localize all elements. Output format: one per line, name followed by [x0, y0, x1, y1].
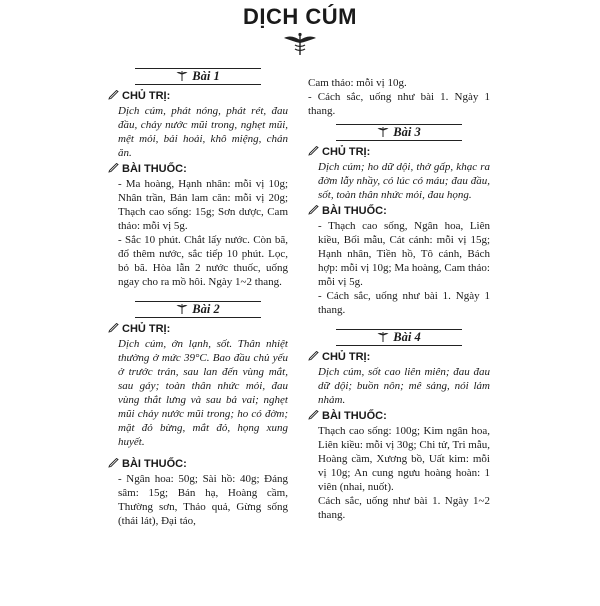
caduceus-icon [176, 70, 188, 81]
bai-3-cach-dung-text: - Cách sắc, uống như bài 1. Ngày 1 thang. [318, 290, 490, 316]
right-column [308, 76, 490, 606]
pen-icon [108, 90, 119, 100]
bai-4-heading [336, 329, 462, 346]
pen-icon [108, 458, 119, 468]
pen-icon [108, 323, 119, 333]
bai-4-bai-thuoc-text: Thạch cao sống: 100g; Kim ngân hoa, Liên kiều: mỗi vị 30g; Chi tử, Tri mẫu, Hoàng cầm, Xương bồ, Uất kim: mỗi vị 10g; An cung ngưu hoàng hoàn: 1 viên (nhai, nuốt). [318, 425, 490, 493]
pen-icon [308, 410, 319, 420]
bai-2-bai-thuoc-cont: Cam thảo: mỗi vị 10g. [308, 77, 407, 89]
bai-1-bai-thuoc-heading: BÀI THUỐC: [108, 162, 288, 176]
bai-4-chu-tri-text: Dịch cúm, sốt cao liên miên; đau đau dữ dội; buồn nôn; mê sảng, nói lảm nhảm. [318, 366, 490, 406]
bai-2-heading [135, 301, 261, 318]
bai-3-title: Bài 3 [393, 125, 421, 139]
bai-3-heading [336, 124, 462, 141]
bai-3-chu-tri-text: Dịch cúm; ho dữ dội, thở gấp, khạc ra đờm lẫy nhầy, có lúc có máu; đau đầu, sốt, toàn thân nhức mỏi, đau họng. [318, 161, 490, 201]
pen-icon [308, 351, 319, 361]
pen-icon [108, 163, 119, 173]
bai-1-bai-thuoc-text: - Ma hoàng, Hạnh nhân: mỗi vị 10g; Nhân trần, Bản lam căn: mỗi vị 20g; Thạch cao sống: 15g; Sơn dược, Cam thảo: mỗi vị 5g. [118, 178, 288, 232]
bai-2-cach-dung-text: - Cách sắc, uống như bài 1. Ngày 1 thang. [308, 91, 490, 117]
left-column [108, 68, 288, 598]
caduceus-icon [377, 126, 389, 137]
page-title: DỊCH CÚM [243, 4, 357, 29]
bai-1-heading [135, 68, 261, 85]
caduceus-icon [282, 32, 318, 56]
bai-4-bai-thuoc-heading: BÀI THUỐC: [308, 409, 490, 423]
bai-1-chu-tri-text: Dịch cúm, phát nóng, phát rét, đau đầu, chảy nước mũi trong, nghẹt mũi, mệt mỏi, bải hoải, khô miệng, chán ăn. [118, 105, 288, 159]
bai-1-title: Bài 1 [192, 69, 220, 83]
bai-4-title: Bài 4 [393, 330, 421, 344]
bai-2-bai-thuoc-heading: BÀI THUỐC: [108, 457, 288, 471]
bai-4-chu-tri-heading: CHỦ TRỊ: [308, 350, 490, 364]
pen-icon [308, 146, 319, 156]
bai-1-chu-tri-heading: CHỦ TRỊ: [108, 89, 288, 103]
bai-3-bai-thuoc-heading: BÀI THUỐC: [308, 204, 490, 218]
caduceus-icon [377, 331, 389, 342]
bai-2-bai-thuoc-text: - Ngân hoa: 50g; Sài hồ: 40g; Đảng sâm: 15g; Bán hạ, Hoàng cầm, Thường sơn, Thảo quả, Gừng sống (thái lát), Đại táo, [118, 473, 288, 527]
bai-2-title: Bài 2 [192, 302, 220, 316]
bai-3-bai-thuoc-text: - Thạch cao sống, Ngân hoa, Liên kiều, Bối mẫu, Cát cánh: mỗi vị 15g; Hạnh nhân, Tiền hồ, Tô cánh, Bách hợp: mỗi vị 10g; Ma hoàng, Cam thảo: mỗi vị 5g. [318, 220, 490, 288]
bai-2-chu-tri-heading: CHỦ TRỊ: [108, 322, 288, 336]
caduceus-icon [176, 303, 188, 314]
bai-4-cach-dung-text: Cách sắc, uống như bài 1. Ngày 1~2 thang. [318, 495, 490, 521]
bai-2-chu-tri-text: Dịch cúm, ớn lạnh, sốt. Thân nhiệt thường ở mức 39°C. Bao đầu chủ yếu ở trước trán, sau lan đến vùng mắt, sau gáy; toàn thân nhức mỏi, đau vùng thắt lưng và sau bả vai; nghẹt mũi chảy nước mũi trong; ho có đờm; mặt đỏ bừng, mắt đỏ, họng xung huyết. [118, 338, 288, 448]
pen-icon [308, 205, 319, 215]
bai-1-cach-dung-text: - Sắc 10 phút. Chắt lấy nước. Còn bã, đổ thêm nước, sắc tiếp 10 phút. Lọc, bỏ bã. Hòa lẫn 2 nước thuốc, uống ngay cho ra mồ hôi. Ngày 1~2 thang. [118, 234, 288, 288]
bai-3-chu-tri-heading: CHỦ TRỊ: [308, 145, 490, 159]
